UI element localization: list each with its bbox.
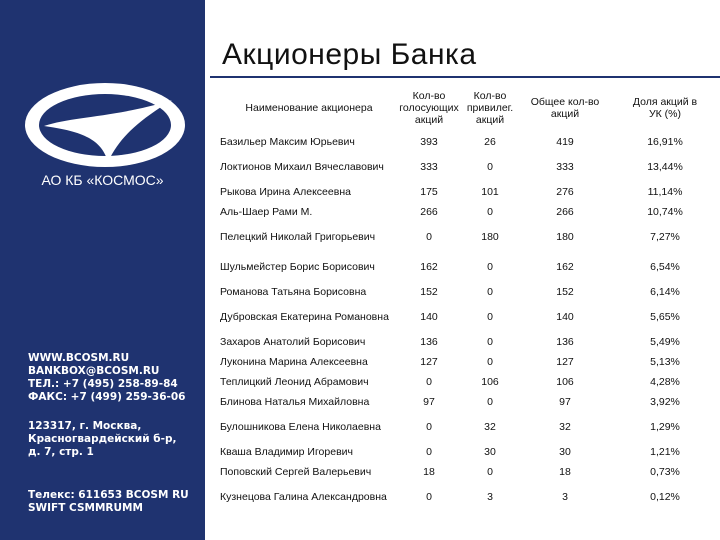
- table-row: [220, 302, 720, 332]
- shareholder-name-cell: Дубровская Екатерина Романовна: [220, 311, 389, 323]
- table-row: [220, 482, 720, 512]
- preferred-shares-cell: 30: [484, 446, 496, 458]
- table-row: [220, 412, 720, 442]
- page-title: Акционеры Банка: [222, 38, 477, 71]
- total-shares-cell: 3: [562, 491, 568, 503]
- header-line: Наименование акционера: [245, 102, 373, 114]
- header-voting: [398, 84, 460, 132]
- table-row: [220, 152, 720, 182]
- header-line: Доля акций в: [632, 96, 698, 108]
- table-row: [220, 392, 720, 412]
- voting-shares-cell: 0: [426, 446, 432, 458]
- total-shares-cell: 333: [556, 161, 574, 173]
- total-shares-cell: 136: [556, 336, 574, 348]
- header-line: акций: [414, 114, 444, 126]
- preferred-shares-cell: 0: [487, 206, 493, 218]
- table-row: [220, 372, 720, 392]
- shareholder-name-cell: Пелецкий Николай Григорьевич: [220, 231, 376, 243]
- table-row: [220, 462, 720, 482]
- total-shares-cell: 127: [556, 356, 574, 368]
- total-shares-cell: 106: [556, 376, 574, 388]
- share-percent-cell: 6,54%: [650, 261, 680, 273]
- shareholder-name-cell: Кузнецова Галина Александровна: [220, 491, 387, 503]
- preferred-shares-cell: 0: [487, 161, 493, 173]
- table-row: [220, 222, 720, 252]
- voting-shares-cell: 0: [426, 376, 432, 388]
- telex-text: Телекс: 611653 BCOSM RU: [28, 489, 189, 501]
- preferred-shares-cell: 0: [487, 466, 493, 478]
- table-header-row: [220, 84, 720, 132]
- shareholder-name-cell: Теплицкий Леонид Абрамович: [220, 376, 369, 388]
- voting-shares-cell: 266: [420, 206, 438, 218]
- share-percent-cell: 6,14%: [650, 286, 680, 298]
- shareholder-name-cell: Романова Татьяна Борисовна: [220, 286, 367, 298]
- table-row: [220, 282, 720, 302]
- contacts-web: [28, 352, 204, 404]
- voting-shares-cell: 393: [420, 136, 438, 148]
- voting-shares-cell: 97: [423, 396, 435, 408]
- header-name: [220, 84, 398, 132]
- share-percent-cell: 5,13%: [650, 356, 680, 368]
- table-row: [220, 202, 720, 222]
- total-shares-cell: 419: [556, 136, 574, 148]
- address-line: д. 7, стр. 1: [28, 446, 94, 458]
- voting-shares-cell: 175: [420, 186, 438, 198]
- fax-text: ФАКС: +7 (499) 259-36-06: [28, 391, 186, 403]
- voting-shares-cell: 136: [420, 336, 438, 348]
- voting-shares-cell: 0: [426, 421, 432, 433]
- shareholder-name-cell: Рыкова Ирина Алексеевна: [220, 186, 351, 198]
- shareholder-name-cell: Шульмейстер Борис Борисович: [220, 261, 375, 273]
- address-block: [28, 420, 204, 459]
- voting-shares-cell: 18: [423, 466, 435, 478]
- total-shares-cell: 32: [559, 421, 571, 433]
- table-row: [220, 442, 720, 462]
- share-percent-cell: 13,44%: [647, 161, 683, 173]
- share-percent-cell: 1,29%: [650, 421, 680, 433]
- header-share: [610, 84, 720, 132]
- total-shares-cell: 276: [556, 186, 574, 198]
- header-line: акций: [475, 114, 505, 126]
- preferred-shares-cell: 0: [487, 356, 493, 368]
- share-percent-cell: 7,27%: [650, 231, 680, 243]
- shareholder-name-cell: Базильер Максим Юрьевич: [220, 136, 355, 148]
- preferred-shares-cell: 3: [487, 491, 493, 503]
- phone-text: ТЕЛ.: +7 (495) 258-89-84: [28, 378, 178, 390]
- total-shares-cell: 266: [556, 206, 574, 218]
- header-preferred: [460, 84, 520, 132]
- total-shares-cell: 97: [559, 396, 571, 408]
- header-line: привилег.: [466, 102, 514, 114]
- total-shares-cell: 162: [556, 261, 574, 273]
- shareholder-name-cell: Поповский Сергей Валерьевич: [220, 466, 372, 478]
- website-link[interactable]: WWW.BCOSM.RU: [28, 352, 130, 364]
- contacts-block: [28, 352, 204, 531]
- shareholders-table: [220, 84, 720, 512]
- bank-name: АО КБ «КОСМОС»: [41, 172, 164, 188]
- preferred-shares-cell: 32: [484, 421, 496, 433]
- total-shares-cell: 30: [559, 446, 571, 458]
- preferred-shares-cell: 0: [487, 396, 493, 408]
- header-line: акций: [550, 108, 580, 120]
- email-link[interactable]: BANKBOX@BCOSM.RU: [28, 365, 160, 377]
- header-line: УК (%): [648, 108, 682, 120]
- shareholder-name-cell: Захаров Анатолий Борисович: [220, 336, 366, 348]
- voting-shares-cell: 140: [420, 311, 438, 323]
- title-divider: [210, 76, 720, 78]
- share-percent-cell: 3,92%: [650, 396, 680, 408]
- table-row: [220, 332, 720, 352]
- header-line: голосующих: [399, 102, 459, 114]
- header-line: Кол-во: [473, 90, 507, 102]
- header-total: [520, 84, 610, 132]
- share-percent-cell: 16,91%: [647, 136, 683, 148]
- share-percent-cell: 4,28%: [650, 376, 680, 388]
- preferred-shares-cell: 0: [487, 336, 493, 348]
- total-shares-cell: 140: [556, 311, 574, 323]
- table-row: [220, 132, 720, 152]
- share-percent-cell: 5,49%: [650, 336, 680, 348]
- voting-shares-cell: 152: [420, 286, 438, 298]
- share-percent-cell: 10,74%: [647, 206, 683, 218]
- telex-block: [28, 489, 204, 515]
- table-row: [220, 352, 720, 372]
- voting-shares-cell: 0: [426, 491, 432, 503]
- share-percent-cell: 1,21%: [650, 446, 680, 458]
- table-row: [220, 182, 720, 202]
- address-line: 123317, г. Москва,: [28, 420, 142, 432]
- preferred-shares-cell: 0: [487, 261, 493, 273]
- preferred-shares-cell: 26: [484, 136, 496, 148]
- shareholder-name-cell: Булошникова Елена Николаевна: [220, 421, 381, 433]
- swift-text: SWIFT CSMMRUMM: [28, 502, 143, 514]
- shareholder-name-cell: Кваша Владимир Игоревич: [220, 446, 353, 458]
- share-percent-cell: 11,14%: [647, 186, 683, 198]
- total-shares-cell: 152: [556, 286, 574, 298]
- share-percent-cell: 0,73%: [650, 466, 680, 478]
- shareholder-name-cell: Аль-Шаер Рами М.: [220, 206, 313, 218]
- address-line: Красногвардейский б-р,: [28, 433, 177, 445]
- share-percent-cell: 0,12%: [650, 491, 680, 503]
- share-percent-cell: 5,65%: [650, 311, 680, 323]
- table-row: [220, 252, 720, 282]
- table-body: [220, 132, 720, 512]
- voting-shares-cell: 162: [420, 261, 438, 273]
- voting-shares-cell: 333: [420, 161, 438, 173]
- preferred-shares-cell: 0: [487, 286, 493, 298]
- shareholder-name-cell: Луконина Марина Алексеевна: [220, 356, 368, 368]
- total-shares-cell: 18: [559, 466, 571, 478]
- header-line: Кол-во: [412, 90, 446, 102]
- bank-logo-icon: [22, 80, 188, 170]
- voting-shares-cell: 0: [426, 231, 432, 243]
- shareholder-name-cell: Локтионов Михаил Вячеславович: [220, 161, 384, 173]
- header-line: Общее кол-во: [530, 96, 600, 108]
- preferred-shares-cell: 101: [481, 186, 499, 198]
- shareholder-name-cell: Блинова Наталья Михайловна: [220, 396, 370, 408]
- preferred-shares-cell: 106: [481, 376, 499, 388]
- preferred-shares-cell: 0: [487, 311, 493, 323]
- preferred-shares-cell: 180: [481, 231, 499, 243]
- total-shares-cell: 180: [556, 231, 574, 243]
- sidebar: [0, 0, 205, 540]
- voting-shares-cell: 127: [420, 356, 438, 368]
